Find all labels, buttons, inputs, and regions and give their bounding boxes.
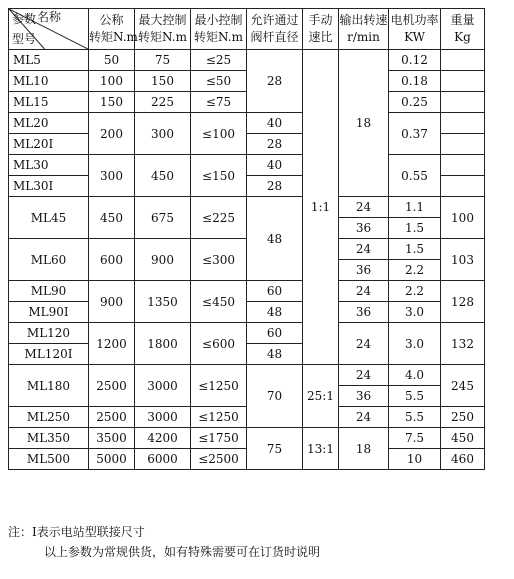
cell-weight: 128 [441,281,485,323]
cell-speed: 24 [339,407,389,428]
table-row [9,428,485,449]
cell-min: ≤25 [191,50,247,71]
cell-model: ML30I [9,176,89,197]
cell-model: ML20 [9,113,89,134]
cell-ratio: 25:1 [303,365,339,428]
cell-stem: 40 [247,155,303,176]
cell-stem: 28 [247,50,303,113]
cell-power: 0.37 [389,113,441,155]
cell-model: ML90 [9,281,89,302]
cell-rated: 200 [89,113,135,155]
cell-max: 300 [135,113,191,155]
cell-min: ≤100 [191,113,247,155]
cell-model: ML45 [9,197,89,239]
header-max-torque: 最大控制 转矩N.m [135,9,191,50]
cell-model: ML10 [9,71,89,92]
cell-power: 0.12 [389,50,441,71]
cell-model: ML250 [9,407,89,428]
cell-model: ML20I [9,134,89,155]
table-row [9,113,485,134]
cell-max: 4200 [135,428,191,449]
cell-speed: 36 [339,302,389,323]
cell-max: 225 [135,92,191,113]
cell-stem: 75 [247,428,303,470]
cell-rated: 2500 [89,407,135,428]
cell-min: ≤1750 [191,428,247,449]
cell-min: ≤600 [191,323,247,365]
cell-speed: 18 [339,50,389,197]
cell-speed: 36 [339,218,389,239]
header-stem-diameter: 允许通过 阀杆直径 [247,9,303,50]
spec-table [8,8,485,470]
cell-rated: 5000 [89,449,135,470]
table-row [9,281,485,302]
cell-model: ML30 [9,155,89,176]
header-min-torque: 最小控制 转矩N.m [191,9,247,50]
corner-param: 参数 [12,12,37,26]
cell-max: 3000 [135,365,191,407]
cell-stem: 70 [247,365,303,428]
cell-power: 1.5 [389,239,441,260]
cell-model: ML180 [9,365,89,407]
cell-model: ML120I [9,344,89,365]
cell-min: ≤450 [191,281,247,323]
cell-power: 1.5 [389,218,441,239]
cell-power: 5.5 [389,386,441,407]
cell-weight [441,113,485,134]
corner-header [9,9,89,50]
cell-speed: 24 [339,239,389,260]
cell-power: 10 [389,449,441,470]
cell-speed: 24 [339,323,389,365]
cell-rated: 1200 [89,323,135,365]
cell-min: ≤1250 [191,407,247,428]
cell-stem: 28 [247,134,303,155]
cell-model: ML90I [9,302,89,323]
cell-power: 0.55 [389,155,441,197]
cell-stem: 60 [247,281,303,302]
cell-power: 2.2 [389,281,441,302]
table-row [9,50,485,71]
cell-rated: 100 [89,71,135,92]
cell-rated: 50 [89,50,135,71]
cell-rated: 3500 [89,428,135,449]
cell-weight: 103 [441,239,485,281]
cell-speed: 24 [339,197,389,218]
notes [8,522,320,562]
cell-power: 5.5 [389,407,441,428]
table-row [9,302,485,323]
cell-max: 900 [135,239,191,281]
cell-speed: 24 [339,365,389,386]
cell-speed: 24 [339,281,389,302]
cell-min: ≤50 [191,71,247,92]
cell-power: 1.1 [389,197,441,218]
cell-ratio: 13:1 [303,428,339,470]
cell-speed: 36 [339,386,389,407]
cell-min: ≤225 [191,197,247,239]
cell-stem: 40 [247,113,303,134]
cell-min: ≤150 [191,155,247,197]
cell-rated: 450 [89,197,135,239]
cell-rated: 150 [89,92,135,113]
table-row [9,155,485,176]
cell-weight [441,176,485,197]
cell-power: 3.0 [389,302,441,323]
cell-weight: 100 [441,197,485,239]
cell-weight [441,50,485,71]
cell-max: 3000 [135,407,191,428]
corner-model: 型号 [12,32,37,46]
cell-rated: 900 [89,281,135,323]
header-speed: 输出转速 r/min [339,9,389,50]
cell-weight [441,134,485,155]
cell-model: ML350 [9,428,89,449]
header-ratio: 手动 速比 [303,9,339,50]
cell-weight: 450 [441,428,485,449]
cell-power: 0.25 [389,92,441,113]
cell-max: 6000 [135,449,191,470]
cell-stem: 48 [247,344,303,365]
cell-weight: 245 [441,365,485,407]
cell-speed: 36 [339,260,389,281]
table-row [9,323,485,344]
cell-power: 0.18 [389,71,441,92]
cell-min: ≤2500 [191,449,247,470]
cell-max: 75 [135,50,191,71]
cell-min: ≤1250 [191,365,247,407]
cell-weight [441,71,485,92]
cell-stem: 48 [247,197,303,281]
note-line-1: 注：I表示电站型联接尺寸 [8,525,145,539]
cell-weight: 132 [441,323,485,365]
cell-max: 150 [135,71,191,92]
header-power: 电机功率 KW [389,9,441,50]
cell-weight [441,155,485,176]
cell-rated: 300 [89,155,135,197]
corner-name: 名称 [37,10,62,24]
cell-stem: 48 [247,302,303,323]
cell-power: 2.2 [389,260,441,281]
cell-model: ML500 [9,449,89,470]
cell-stem: 28 [247,176,303,197]
cell-max: 1350 [135,281,191,323]
cell-max: 1800 [135,323,191,365]
table-row [9,365,485,386]
cell-speed: 18 [339,428,389,470]
cell-model: ML15 [9,92,89,113]
cell-weight [441,92,485,113]
table-row [9,197,485,218]
cell-model: ML60 [9,239,89,281]
cell-min: ≤75 [191,92,247,113]
cell-max: 450 [135,155,191,197]
cell-min: ≤300 [191,239,247,281]
cell-weight: 250 [441,407,485,428]
cell-model: ML5 [9,50,89,71]
note-line-2: 以上参数为常规供货，如有特殊需要可在订货时说明 [44,545,321,559]
cell-power: 3.0 [389,323,441,365]
cell-stem: 60 [247,323,303,344]
cell-model: ML120 [9,323,89,344]
cell-max: 675 [135,197,191,239]
cell-rated: 600 [89,239,135,281]
cell-power: 7.5 [389,428,441,449]
header-row [9,9,485,50]
cell-rated: 2500 [89,365,135,407]
cell-ratio: 1:1 [303,50,339,365]
cell-power: 4.0 [389,365,441,386]
header-rated-torque: 公称 转矩N.m [89,9,135,50]
header-weight: 重量 Kg [441,9,485,50]
cell-weight: 460 [441,449,485,470]
